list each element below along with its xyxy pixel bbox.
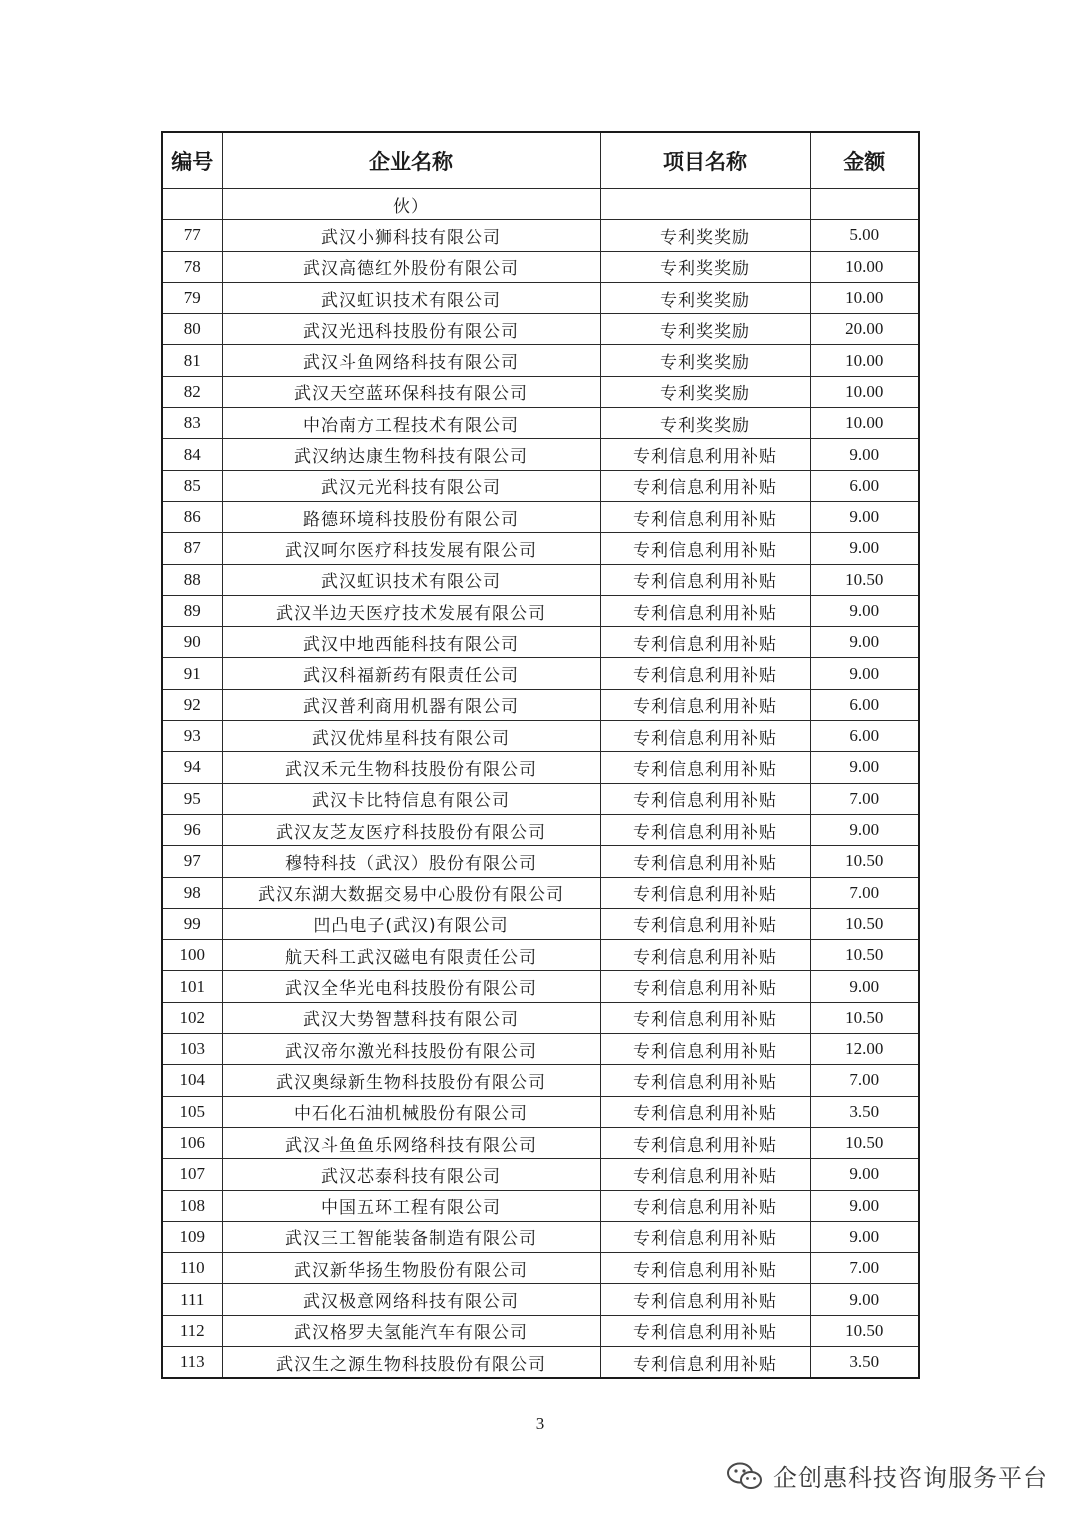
cell-company: 武汉天空蓝环保科技有限公司 (222, 376, 600, 407)
cell-amount: 9.00 (810, 1159, 919, 1190)
table-row (162, 564, 919, 595)
cell-number: 111 (162, 1284, 222, 1315)
cell-amount: 9.00 (810, 658, 919, 689)
cell-project: 专利信息利用补贴 (600, 1315, 810, 1346)
cell-company: 武汉中地西能科技有限公司 (222, 627, 600, 658)
cell-company: 武汉优炜星科技有限公司 (222, 721, 600, 752)
cell-number: 88 (162, 564, 222, 595)
cell-amount: 6.00 (810, 721, 919, 752)
cell-amount: 10.00 (810, 251, 919, 282)
cell-company: 武汉奥绿新生物科技股份有限公司 (222, 1065, 600, 1096)
cell-amount: 10.00 (810, 345, 919, 376)
cell-project: 专利信息利用补贴 (600, 1096, 810, 1127)
funding-table (161, 131, 920, 1379)
cell-company: 中石化石油机械股份有限公司 (222, 1096, 600, 1127)
cell-company: 武汉元光科技有限公司 (222, 470, 600, 501)
table-row (162, 1190, 919, 1221)
cell-company: 武汉斗鱼网络科技有限公司 (222, 345, 600, 376)
cell-number: 78 (162, 251, 222, 282)
table-row (162, 1096, 919, 1127)
cell-number: 91 (162, 658, 222, 689)
cell-amount: 6.00 (810, 689, 919, 720)
cell-amount: 10.00 (810, 408, 919, 439)
cell-amount: 9.00 (810, 971, 919, 1002)
cell-project: 专利信息利用补贴 (600, 721, 810, 752)
cell-number: 81 (162, 345, 222, 376)
table-row (162, 877, 919, 908)
cell-number: 77 (162, 220, 222, 251)
cell-project: 专利信息利用补贴 (600, 1159, 810, 1190)
cell-number: 94 (162, 752, 222, 783)
cell-number (162, 189, 222, 220)
cell-company: 武汉光迅科技股份有限公司 (222, 314, 600, 345)
cell-company: 武汉小狮科技有限公司 (222, 220, 600, 251)
table-row (162, 345, 919, 376)
cell-project: 专利奖奖励 (600, 376, 810, 407)
cell-number: 103 (162, 1034, 222, 1065)
cell-project: 专利信息利用补贴 (600, 595, 810, 626)
table-row (162, 189, 919, 220)
cell-project: 专利奖奖励 (600, 282, 810, 313)
cell-company: 武汉虹识技术有限公司 (222, 564, 600, 595)
watermark (725, 1458, 1048, 1493)
cell-amount: 10.50 (810, 908, 919, 939)
cell-company: 武汉三工智能装备制造有限公司 (222, 1221, 600, 1252)
cell-project: 专利奖奖励 (600, 408, 810, 439)
cell-project: 专利信息利用补贴 (600, 658, 810, 689)
cell-project: 专利信息利用补贴 (600, 1034, 810, 1065)
table-row (162, 314, 919, 345)
cell-number: 89 (162, 595, 222, 626)
cell-project: 专利信息利用补贴 (600, 564, 810, 595)
table-row (162, 846, 919, 877)
cell-amount: 10.50 (810, 1002, 919, 1033)
table-row (162, 439, 919, 470)
table-row (162, 940, 919, 971)
cell-number: 102 (162, 1002, 222, 1033)
table-row (162, 1127, 919, 1158)
table-row (162, 533, 919, 564)
table-row (162, 971, 919, 1002)
cell-number: 92 (162, 689, 222, 720)
cell-company: 中冶南方工程技术有限公司 (222, 408, 600, 439)
table-row (162, 220, 919, 251)
cell-amount: 9.00 (810, 595, 919, 626)
table-row (162, 470, 919, 501)
cell-company: 武汉格罗夫氢能汽车有限公司 (222, 1315, 600, 1346)
cell-number: 95 (162, 783, 222, 814)
watermark-text: 企创惠科技咨询服务平台 (773, 1464, 1048, 1492)
cell-company: 武汉科福新药有限责任公司 (222, 658, 600, 689)
wechat-icon (725, 1461, 765, 1491)
cell-number: 105 (162, 1096, 222, 1127)
table-row (162, 251, 919, 282)
cell-amount: 6.00 (810, 470, 919, 501)
cell-project: 专利信息利用补贴 (600, 1284, 810, 1315)
cell-project: 专利信息利用补贴 (600, 814, 810, 845)
cell-amount: 10.50 (810, 846, 919, 877)
cell-project: 专利信息利用补贴 (600, 470, 810, 501)
cell-amount: 9.00 (810, 533, 919, 564)
cell-company: 航天科工武汉磁电有限责任公司 (222, 940, 600, 971)
cell-project: 专利奖奖励 (600, 314, 810, 345)
cell-number: 98 (162, 877, 222, 908)
cell-number: 101 (162, 971, 222, 1002)
cell-number: 80 (162, 314, 222, 345)
cell-project: 专利信息利用补贴 (600, 1065, 810, 1096)
cell-amount: 7.00 (810, 1253, 919, 1284)
table-row (162, 376, 919, 407)
table-row (162, 1221, 919, 1252)
cell-project: 专利信息利用补贴 (600, 940, 810, 971)
cell-project: 专利奖奖励 (600, 345, 810, 376)
cell-company: 武汉东湖大数据交易中心股份有限公司 (222, 877, 600, 908)
table-header-row (162, 132, 919, 189)
cell-company: 武汉卡比特信息有限公司 (222, 783, 600, 814)
table-row (162, 408, 919, 439)
cell-company: 武汉纳达康生物科技有限公司 (222, 439, 600, 470)
cell-number: 86 (162, 501, 222, 532)
cell-amount: 9.00 (810, 627, 919, 658)
table-row (162, 1284, 919, 1315)
cell-company: 武汉极意网络科技有限公司 (222, 1284, 600, 1315)
cell-project: 专利信息利用补贴 (600, 1190, 810, 1221)
cell-project: 专利信息利用补贴 (600, 783, 810, 814)
cell-company: 武汉禾元生物科技股份有限公司 (222, 752, 600, 783)
cell-amount: 10.00 (810, 376, 919, 407)
cell-company: 伙） (222, 189, 600, 220)
cell-number: 100 (162, 940, 222, 971)
table-row (162, 282, 919, 313)
cell-company: 凹凸电子(武汉)有限公司 (222, 908, 600, 939)
table-row (162, 1253, 919, 1284)
table-row (162, 721, 919, 752)
cell-amount: 10.50 (810, 1127, 919, 1158)
header-amount: 金额 (810, 132, 919, 189)
cell-amount: 9.00 (810, 1221, 919, 1252)
cell-number: 85 (162, 470, 222, 501)
cell-number: 84 (162, 439, 222, 470)
cell-amount: 10.00 (810, 282, 919, 313)
cell-amount (810, 189, 919, 220)
cell-company: 路德环境科技股份有限公司 (222, 501, 600, 532)
cell-company: 武汉呵尔医疗科技发展有限公司 (222, 533, 600, 564)
cell-project: 专利信息利用补贴 (600, 533, 810, 564)
table-row (162, 501, 919, 532)
cell-number: 79 (162, 282, 222, 313)
cell-number: 108 (162, 1190, 222, 1221)
cell-company: 武汉全华光电科技股份有限公司 (222, 971, 600, 1002)
cell-amount: 20.00 (810, 314, 919, 345)
cell-project: 专利信息利用补贴 (600, 877, 810, 908)
cell-amount: 9.00 (810, 1284, 919, 1315)
header-company: 企业名称 (222, 132, 600, 189)
cell-company: 穆特科技（武汉）股份有限公司 (222, 846, 600, 877)
table-row (162, 689, 919, 720)
cell-amount: 9.00 (810, 752, 919, 783)
cell-project: 专利信息利用补贴 (600, 752, 810, 783)
cell-company: 武汉虹识技术有限公司 (222, 282, 600, 313)
cell-company: 武汉帝尔激光科技股份有限公司 (222, 1034, 600, 1065)
cell-number: 93 (162, 721, 222, 752)
table-row (162, 752, 919, 783)
cell-number: 99 (162, 908, 222, 939)
cell-project: 专利奖奖励 (600, 220, 810, 251)
cell-number: 87 (162, 533, 222, 564)
cell-project: 专利信息利用补贴 (600, 1002, 810, 1033)
cell-number: 83 (162, 408, 222, 439)
cell-amount: 10.50 (810, 564, 919, 595)
header-project: 项目名称 (600, 132, 810, 189)
table-row (162, 783, 919, 814)
cell-number: 110 (162, 1253, 222, 1284)
table-row (162, 1346, 919, 1378)
cell-number: 112 (162, 1315, 222, 1346)
cell-company: 武汉大势智慧科技有限公司 (222, 1002, 600, 1033)
cell-number: 90 (162, 627, 222, 658)
cell-company: 武汉普利商用机器有限公司 (222, 689, 600, 720)
table-row (162, 1034, 919, 1065)
cell-amount: 3.50 (810, 1096, 919, 1127)
cell-number: 96 (162, 814, 222, 845)
cell-project: 专利信息利用补贴 (600, 908, 810, 939)
cell-project: 专利信息利用补贴 (600, 1346, 810, 1378)
cell-amount: 7.00 (810, 1065, 919, 1096)
cell-project: 专利信息利用补贴 (600, 439, 810, 470)
table-row (162, 1002, 919, 1033)
table-row (162, 1159, 919, 1190)
table-row (162, 595, 919, 626)
cell-project: 专利信息利用补贴 (600, 846, 810, 877)
cell-amount: 9.00 (810, 439, 919, 470)
cell-project: 专利信息利用补贴 (600, 971, 810, 1002)
cell-number: 106 (162, 1127, 222, 1158)
cell-amount: 12.00 (810, 1034, 919, 1065)
cell-company: 武汉高德红外股份有限公司 (222, 251, 600, 282)
cell-project: 专利信息利用补贴 (600, 1221, 810, 1252)
cell-number: 97 (162, 846, 222, 877)
cell-company: 武汉友芝友医疗科技股份有限公司 (222, 814, 600, 845)
table-row (162, 1315, 919, 1346)
cell-amount: 9.00 (810, 501, 919, 532)
cell-number: 107 (162, 1159, 222, 1190)
cell-company: 武汉新华扬生物股份有限公司 (222, 1253, 600, 1284)
cell-amount: 7.00 (810, 783, 919, 814)
cell-amount: 10.50 (810, 940, 919, 971)
cell-project (600, 189, 810, 220)
cell-company: 武汉芯泰科技有限公司 (222, 1159, 600, 1190)
table-body (162, 189, 919, 1379)
table-row (162, 1065, 919, 1096)
cell-amount: 9.00 (810, 1190, 919, 1221)
cell-amount: 3.50 (810, 1346, 919, 1378)
cell-project: 专利信息利用补贴 (600, 1253, 810, 1284)
cell-number: 113 (162, 1346, 222, 1378)
table-row (162, 814, 919, 845)
table-row (162, 658, 919, 689)
header-number: 编号 (162, 132, 222, 189)
page-number: 3 (535, 1414, 545, 1433)
cell-company: 武汉半边天医疗技术发展有限公司 (222, 595, 600, 626)
cell-amount: 5.00 (810, 220, 919, 251)
cell-amount: 10.50 (810, 1315, 919, 1346)
table-row (162, 627, 919, 658)
cell-amount: 9.00 (810, 814, 919, 845)
cell-company: 武汉生之源生物科技股份有限公司 (222, 1346, 600, 1378)
cell-project: 专利信息利用补贴 (600, 501, 810, 532)
cell-number: 82 (162, 376, 222, 407)
cell-company: 武汉斗鱼鱼乐网络科技有限公司 (222, 1127, 600, 1158)
table-row (162, 908, 919, 939)
cell-project: 专利信息利用补贴 (600, 627, 810, 658)
cell-amount: 7.00 (810, 877, 919, 908)
cell-project: 专利奖奖励 (600, 251, 810, 282)
cell-project: 专利信息利用补贴 (600, 689, 810, 720)
cell-company: 中国五环工程有限公司 (222, 1190, 600, 1221)
cell-number: 109 (162, 1221, 222, 1252)
cell-number: 104 (162, 1065, 222, 1096)
cell-project: 专利信息利用补贴 (600, 1127, 810, 1158)
